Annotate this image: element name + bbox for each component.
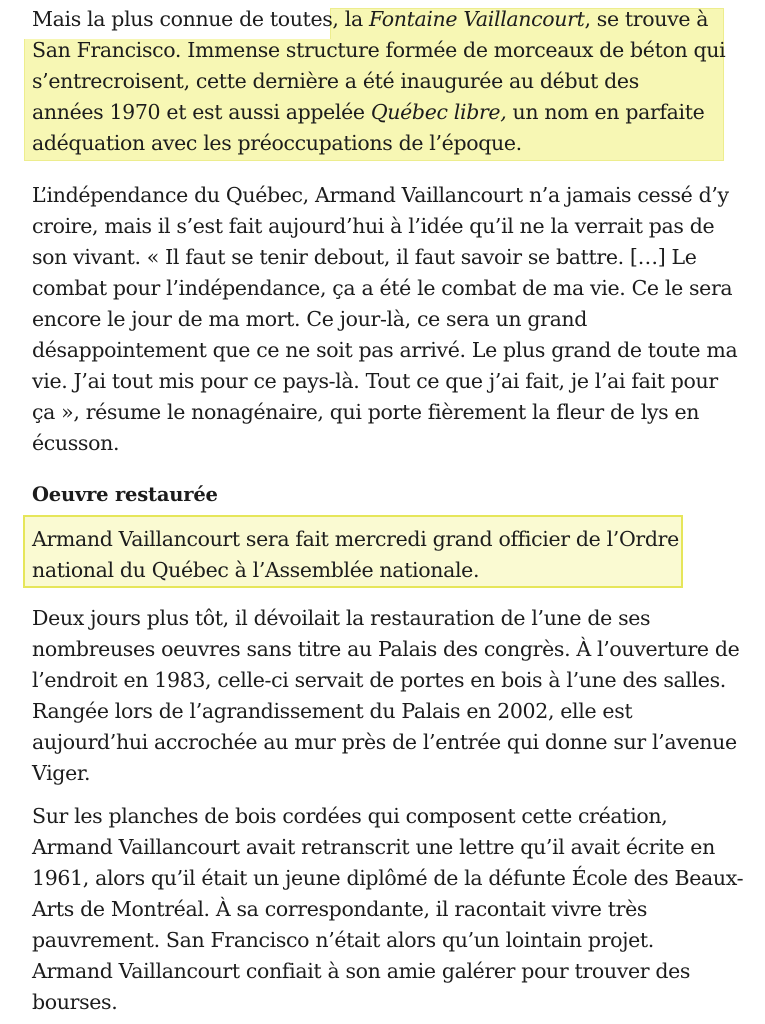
paragraph-line: adéquation avec les préoccupations de l’époque. [32, 131, 522, 155]
paragraph-line: Sur les planches de bois cordées qui composent cette création, [32, 804, 668, 828]
paragraph-line: l’endroit en 1983, celle-ci servait de portes en bois à l’une des salles. [32, 668, 726, 692]
paragraph-line: Rangée lors de l’agrandissement du Palais en 2002, elle est [32, 699, 633, 723]
section-subheading: Oeuvre restaurée [32, 483, 218, 506]
paragraph-line: Armand Vaillancourt confiait à son amie galérer pour trouver des [32, 959, 691, 983]
paragraph-line: bourses. [32, 990, 118, 1014]
paragraph-line: Viger. [32, 761, 91, 785]
paragraph-line: 1961, alors qu’il était un jeune diplômé de la défunte École des Beaux- [32, 866, 744, 890]
paragraph-line: croire, mais il s’est fait aujourd’hui à l’idée qu’il ne la verrait pas de [32, 214, 715, 238]
paragraph-line: Mais la plus connue de toutes, la Fontaine Vaillancourt, se trouve à [32, 7, 709, 31]
paragraph-line: aujourd’hui accrochée au mur près de l’entrée qui donne sur l’avenue [32, 730, 737, 754]
paragraph-line: San Francisco. Immense structure formée de morceaux de béton qui [32, 38, 726, 62]
paragraph-line: son vivant. « Il faut se tenir debout, il faut savoir se battre. […] Le [32, 245, 697, 269]
paragraph-line: combat pour l’indépendance, ça a été le combat de ma vie. Ce le sera [32, 276, 733, 300]
paragraph-line: s’entrecroisent, cette dernière a été inaugurée au début des [32, 69, 639, 93]
highlighted-callout [23, 515, 683, 588]
paragraph-line: pauvrement. San Francisco n’était alors qu’un lointain projet. [32, 928, 654, 952]
paragraph-line: écusson. [32, 431, 120, 455]
article-body [32, 0, 744, 1014]
paragraph-line: Arts de Montréal. À sa correspondante, il racontait vivre très [32, 897, 648, 921]
paragraph-line: Deux jours plus tôt, il dévoilait la restauration de l’une de ses [32, 606, 651, 630]
paragraph-independance [32, 180, 738, 459]
paragraph-line: nombreuses oeuvres sans titre au Palais des congrès. À l’ouverture de [32, 637, 740, 661]
paragraph-line: L’indépendance du Québec, Armand Vaillancourt n’a jamais cessé d’y [32, 183, 729, 207]
paragraph-line: vie. J’ai tout mis pour ce pays-là. Tout ce que j’ai fait, je l’ai fait pour [32, 369, 718, 393]
paragraph-line: années 1970 et est aussi appelée Québec libre, un nom en parfaite [32, 100, 705, 124]
callout-line: Armand Vaillancourt sera fait mercredi grand officier de l’Ordre [32, 527, 679, 551]
paragraph-fontaine [32, 4, 732, 159]
paragraph-lettre [32, 801, 744, 1018]
paragraph-line: Armand Vaillancourt avait retranscrit une lettre qu’il avait écrite en [32, 835, 715, 859]
paragraph-restauration [32, 603, 740, 789]
paragraph-line: désappointement que ce ne soit pas arrivé. Le plus grand de toute ma [32, 338, 738, 362]
paragraph-line: encore le jour de ma mort. Ce jour-là, ce sera un grand [32, 307, 588, 331]
paragraph-line: ça », résume le nonagénaire, qui porte fièrement la fleur de lys en [32, 400, 700, 424]
callout-line: national du Québec à l’Assemblée nationale. [32, 558, 480, 582]
